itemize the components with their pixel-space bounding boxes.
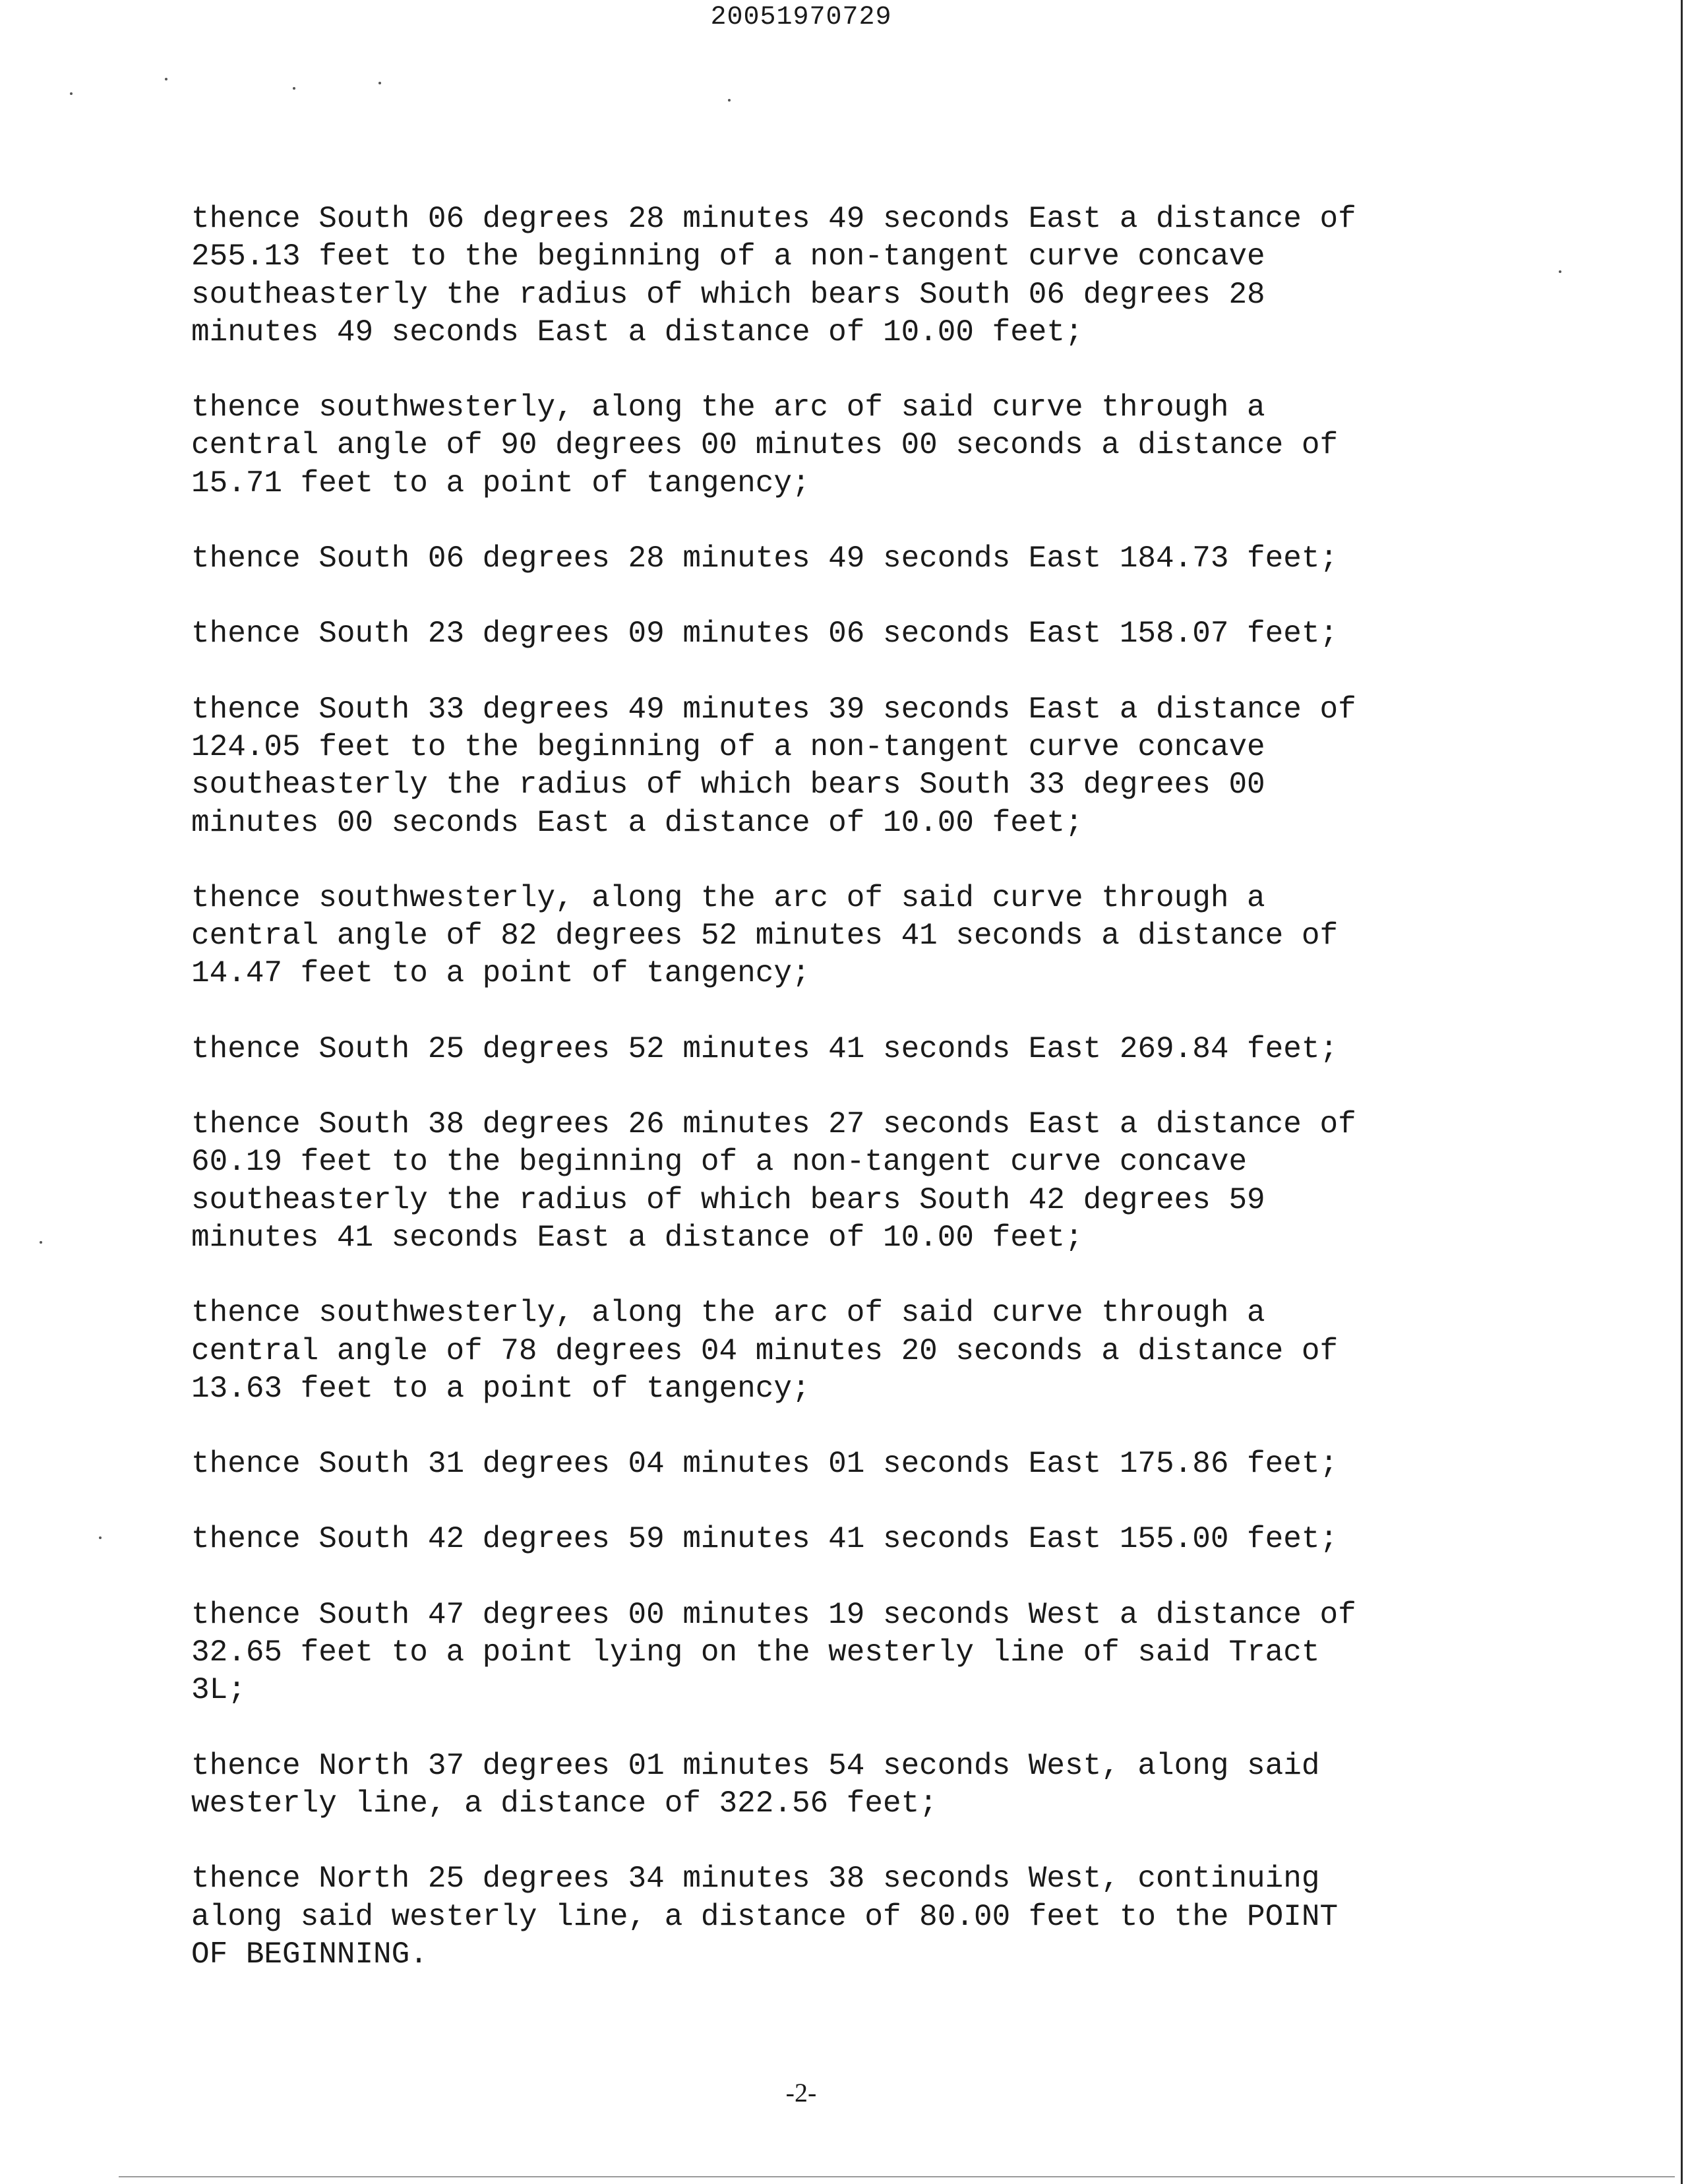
scan-speck <box>1559 270 1561 273</box>
text-line: southeasterly the radius of which bears South 06 degrees 28 <box>191 277 1265 312</box>
scan-speck <box>378 82 381 84</box>
text-line: 60.19 feet to the beginning of a non-tangent curve concave <box>191 1145 1248 1180</box>
scan-speck <box>70 92 73 95</box>
boundary-call-paragraph <box>191 691 1530 842</box>
page-number: -2- <box>785 2078 817 2108</box>
scan-speck <box>40 1241 42 1244</box>
text-line: OF BEGINNING. <box>191 1937 428 1972</box>
boundary-call-paragraph <box>191 615 1530 653</box>
boundary-call-paragraph <box>191 1294 1530 1408</box>
boundary-call-paragraph <box>191 1031 1530 1068</box>
text-line: thence South 31 degrees 04 minutes 01 seconds East 175.86 feet; <box>191 1447 1339 1482</box>
text-line: 14.47 feet to a point of tangency; <box>191 956 810 991</box>
boundary-call-paragraph <box>191 1596 1530 1710</box>
text-line: thence North 25 degrees 34 minutes 38 seconds West, continuing <box>191 1862 1320 1896</box>
text-line: thence southwesterly, along the arc of said curve through a <box>191 390 1265 425</box>
text-line: central angle of 78 degrees 04 minutes 20 seconds a distance of <box>191 1333 1339 1368</box>
boundary-call-paragraph <box>191 540 1530 578</box>
text-line: 255.13 feet to the beginning of a non-tangent curve concave <box>191 239 1265 274</box>
text-line: thence South 06 degrees 28 minutes 49 seconds East a distance of <box>191 202 1356 236</box>
text-line: thence South 47 degrees 00 minutes 19 seconds West a distance of <box>191 1597 1356 1632</box>
text-line: 3L; <box>191 1673 246 1708</box>
text-line: thence South 25 degrees 52 minutes 41 seconds East 269.84 feet; <box>191 1031 1339 1066</box>
boundary-call-paragraph <box>191 1747 1530 1823</box>
text-line: thence southwesterly, along the arc of said curve through a <box>191 1296 1265 1331</box>
scan-bottom-edge <box>119 2176 1675 2177</box>
text-line: thence southwesterly, along the arc of said curve through a <box>191 880 1265 915</box>
boundary-call-paragraph <box>191 1445 1530 1483</box>
text-line: minutes 49 seconds East a distance of 10.00 feet; <box>191 315 1083 349</box>
scan-speck <box>293 87 295 90</box>
boundary-call-paragraph <box>191 1860 1530 1974</box>
scan-speck <box>165 78 167 80</box>
text-line: thence South 23 degrees 09 minutes 06 seconds East 158.07 feet; <box>191 617 1339 652</box>
scan-right-edge <box>1681 0 1683 2184</box>
text-line: thence South 33 degrees 49 minutes 39 seconds East a distance of <box>191 692 1356 727</box>
boundary-call-paragraph <box>191 389 1530 502</box>
text-line: 124.05 feet to the beginning of a non-tangent curve concave <box>191 729 1265 764</box>
text-line: southeasterly the radius of which bears South 33 degrees 00 <box>191 768 1265 803</box>
text-line: along said westerly line, a distance of 80.00 feet to the POINT <box>191 1899 1339 1934</box>
text-line: central angle of 82 degrees 52 minutes 41 seconds a distance of <box>191 919 1339 954</box>
text-line: 32.65 feet to a point lying on the westerly line of said Tract <box>191 1635 1320 1670</box>
boundary-call-paragraph <box>191 200 1530 351</box>
text-line: thence North 37 degrees 01 minutes 54 seconds West, along said <box>191 1748 1320 1783</box>
text-line: thence South 42 degrees 59 minutes 41 seconds East 155.00 feet; <box>191 1522 1339 1557</box>
text-line: thence South 38 degrees 26 minutes 27 seconds East a distance of <box>191 1107 1356 1142</box>
text-line: 13.63 feet to a point of tangency; <box>191 1371 810 1406</box>
scan-speck <box>728 99 731 102</box>
text-line: central angle of 90 degrees 00 minutes 00 seconds a distance of <box>191 428 1339 463</box>
text-line: 15.71 feet to a point of tangency; <box>191 466 810 501</box>
text-line: minutes 00 seconds East a distance of 10.00 feet; <box>191 805 1083 840</box>
boundary-call-paragraph <box>191 880 1530 993</box>
text-line: southeasterly the radius of which bears South 42 degrees 59 <box>191 1182 1265 1217</box>
boundary-call-paragraph <box>191 1106 1530 1257</box>
legal-description-body <box>191 200 1530 2011</box>
document-number: 20051970729 <box>710 3 892 32</box>
scan-speck <box>99 1536 102 1539</box>
boundary-call-paragraph <box>191 1521 1530 1558</box>
text-line: minutes 41 seconds East a distance of 10.00 feet; <box>191 1220 1083 1255</box>
text-line: westerly line, a distance of 322.56 feet; <box>191 1786 938 1821</box>
text-line: thence South 06 degrees 28 minutes 49 seconds East 184.73 feet; <box>191 541 1339 576</box>
